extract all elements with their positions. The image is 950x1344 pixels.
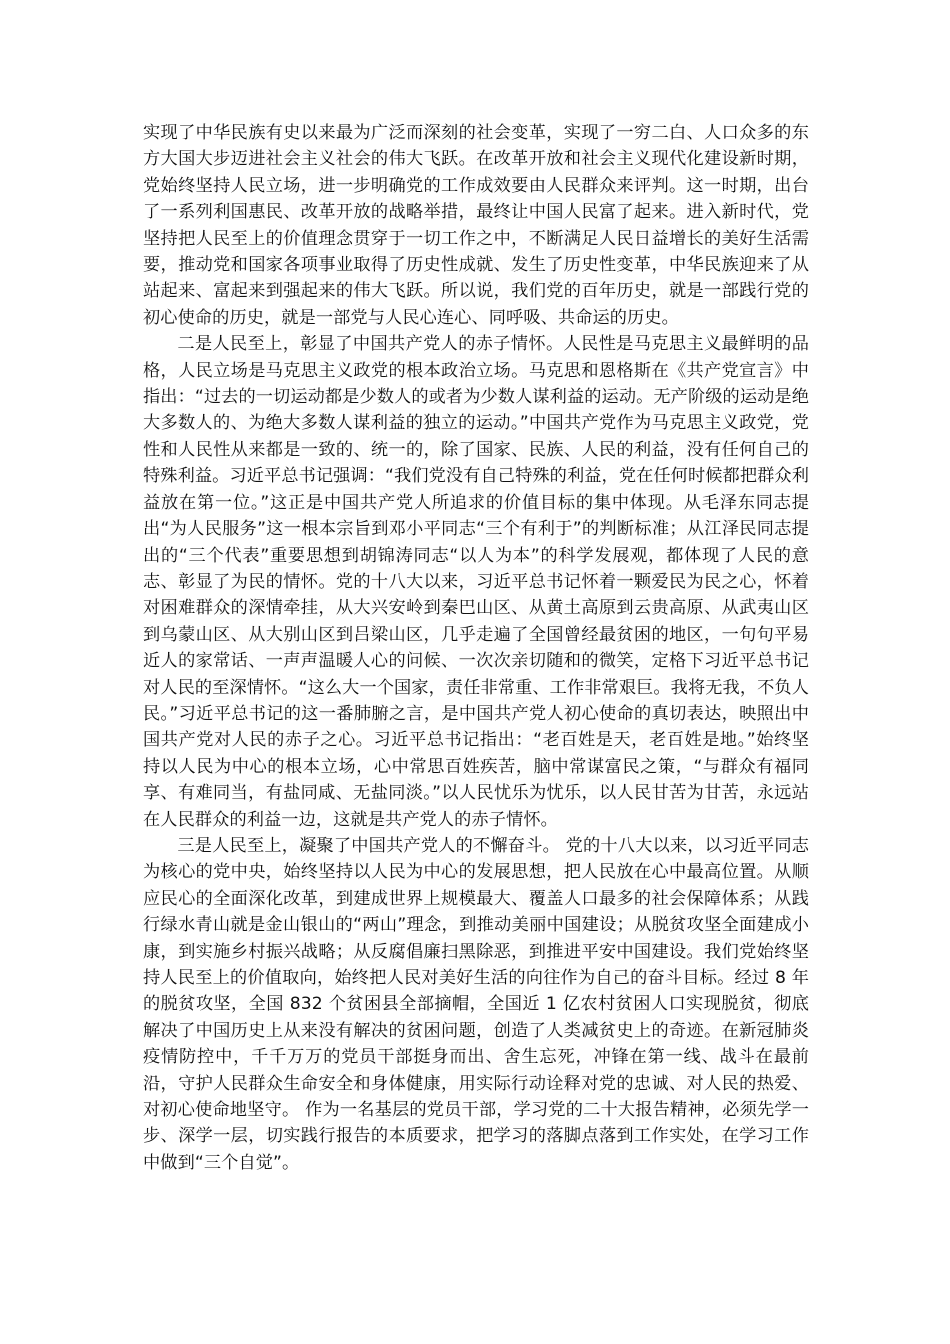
document-body	[143, 120, 809, 1176]
paragraph-point-three: 三是人民至上，凝聚了中国共产党人的不懈奋斗。 党的十八大以来，以习近平同志为核心的党中央，始终坚持以人民为中心的发展思想，把人民放在心中最高位置。从顺应民心的全面深化改革，到建成世界上规模最大、覆盖人口最多的社会保障体系；从践行绿水青山就是金山银山的“两山”理念，到推动美丽中国建设；从脱贫攻坚全面建成小康，到实施乡村振兴战略；从反腐倡廉扫黑除恶，到推进平安中国建设。我们党始终坚持人民至上的价值取向，始终把人民对美好生活的向往作为自己的奋斗目标。经过 8 年的脱贫攻坚，全国 832 个贫困县全部摘帽，全国近 1 亿农村贫困人口实现脱贫，彻底解决了中国历史上从来没有解决的贫困问题，创造了人类减贫史上的奇迹。在新冠肺炎疫情防控中，千千万万的党员干部挺身而出、舍生忘死，冲锋在第一线、战斗在最前沿，守护人民群众生命安全和身体健康，用实际行动诠释对党的忠诚、对人民的热爱、对初心使命地坚守。 作为一名基层的党员干部，学习党的二十大报告精神，必须先学一步、深学一层，切实践行报告的本质要求，把学习的落脚点落到工作实处，在学习工作中做到“三个自觉”。	[143, 835, 809, 1173]
paragraph-continuation: 实现了中华民族有史以来最为广泛而深刻的社会变革，实现了一穷二白、人口众多的东方大国大步迈进社会主义社会的伟大飞跃。在改革开放和社会主义现代化建设新时期，党始终坚持人民立场，进一步明确党的工作成效要由人民群众来评判。这一时期，出台了一系列利国惠民、改革开放的战略举措，最终让中国人民富了起来。进入新时代，党坚持把人民至上的价值理念贯穿于一切工作之中，不断满足人民日益增长的美好生活需要，推动党和国家各项事业取得了历史性成就、发生了历史性变革，中华民族迎来了从站起来、富起来到强起来的伟大飞跃。所以说，我们党的百年历史，就是一部践行党的初心使命的历史，就是一部党与人民心连心、同呼吸、共命运的历史。	[143, 123, 809, 328]
paragraph-point-two: 二是人民至上，彰显了中国共产党人的赤子情怀。人民性是马克思主义最鲜明的品格，人民立场是马克思主义政党的根本政治立场。马克思和恩格斯在《共产党宣言》中指出：“过去的一切运动都是少数人的或者为少数人谋利益的运动。无产阶级的运动是绝大多数人的、为绝大多数人谋利益的独立的运动。”中国共产党作为马克思主义政党，党性和人民性从来都是一致的、统一的，除了国家、民族、人民的利益，没有任何自己的特殊利益。习近平总书记强调：“我们党没有自己特殊的利益，党在任何时候都把群众利益放在第一位。”这正是中国共产党人所追求的价值目标的集中体现。从毛泽东同志提出“为人民服务”这一根本宗旨到邓小平同志“三个有利于”的判断标准；从江泽民同志提出的“三个代表”重要思想到胡锦涛同志“以人为本”的科学发展观，都体现了人民的意志、彰显了为民的情怀。党的十八大以来，习近平总书记怀着一颗爱民为民之心，怀着对困难群众的深情牵挂，从大兴安岭到秦巴山区、从黄土高原到云贵高原、从武夷山区到乌蒙山区、从大别山区到吕梁山区，几乎走遍了全国曾经最贫困的地区，一句句平易近人的家常话、一声声温暖人心的问候、一次次亲切随和的微笑，定格下习近平总书记对人民的至深情怀。“这么大一个国家，责任非常重、工作非常艰巨。我将无我，不负人民。”习近平总书记的这一番肺腑之言，是中国共产党人初心使命的真切表达，映照出中国共产党对人民的赤子之心。习近平总书记指出：“老百姓是天，老百姓是地。”始终坚持以人民为中心的根本立场，心中常思百姓疾苦，脑中常谋富民之策，“与群众有福同享、有难同当，有盐同咸、无盐同淡。”以人民忧乐为忧乐，以人民甘苦为甘苦，永远站在人民群众的利益一边，这就是共产党人的赤子情怀。	[143, 334, 809, 830]
